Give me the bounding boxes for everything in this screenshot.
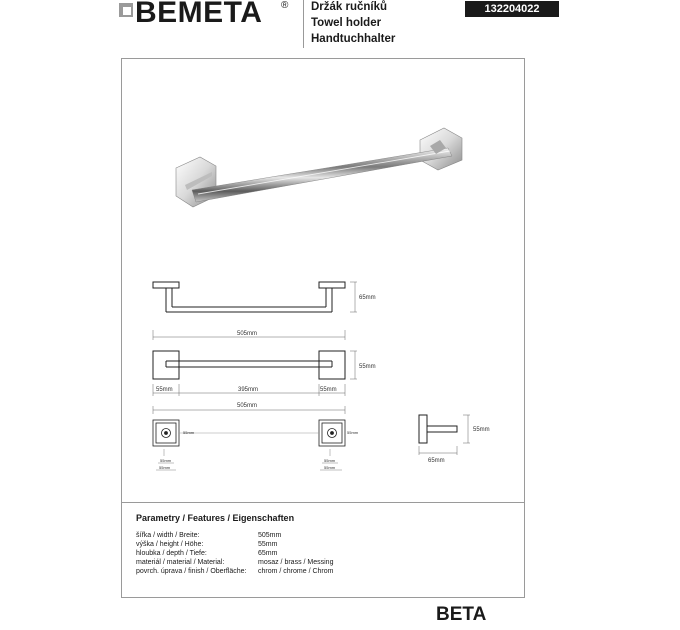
dim-mount-small-b: 55mm [347,430,359,435]
front-view-drawing [153,351,345,379]
dim-mount-small-d: 55mm [159,465,171,470]
dim-side-depth: 65mm [359,295,376,301]
dim-side-width: 505mm [237,331,258,337]
specs-title: Parametry / Features / Eigenschaften [136,513,295,523]
dim-mount-small-e: 55mm [324,458,336,463]
spec-label: výška / height / Höhe: [136,541,204,548]
mounting-view-drawing [153,420,345,446]
brand-logo: BEMETA [135,0,263,29]
side-view-drawing [153,282,345,312]
spec-label: povrch. úprava / finish / Oberfläche: [136,568,247,575]
spec-value: mosaz / brass / Messing [258,559,334,566]
profile-view-drawing [419,415,457,443]
series-name: BETA [436,604,487,625]
dim-mount-small-f: 55mm [324,465,336,470]
dim-bracket-right: 55mm [320,387,337,393]
dim-mount-small-c: 55mm [160,458,172,463]
product-code: 132204022 [465,1,559,17]
title-en: Towel holder [311,17,382,29]
title-de: Handtuchhalter [311,33,396,45]
product-photo [176,128,462,207]
spec-row [136,531,333,540]
spec-value: 505mm [258,532,282,539]
specs-table [136,531,333,576]
spec-row [136,549,333,558]
spec-label: materiál / material / Material: [136,559,225,566]
spec-value: 55mm [258,541,278,548]
dim-mount-width: 505mm [237,403,258,409]
dim-span: 395mm [238,387,259,393]
spec-label: šířka / width / Breite: [136,532,200,539]
spec-row [136,567,333,576]
spec-row [136,558,333,567]
dim-front-height: 55mm [359,364,376,370]
dim-profile-height: 55mm [473,427,490,433]
dim-bracket-left: 55mm [156,387,173,393]
spec-label: hloubka / depth / Tiefe: [136,550,207,557]
spec-value: chrom / chrome / Chrom [258,568,334,575]
spec-row [136,540,333,549]
dim-profile-depth: 65mm [428,458,445,464]
spec-value: 65mm [258,550,278,557]
dim-mount-small-a: 55mm [183,430,195,435]
registered-mark: ® [281,0,289,11]
title-cz: Držák ručníků [311,1,388,13]
